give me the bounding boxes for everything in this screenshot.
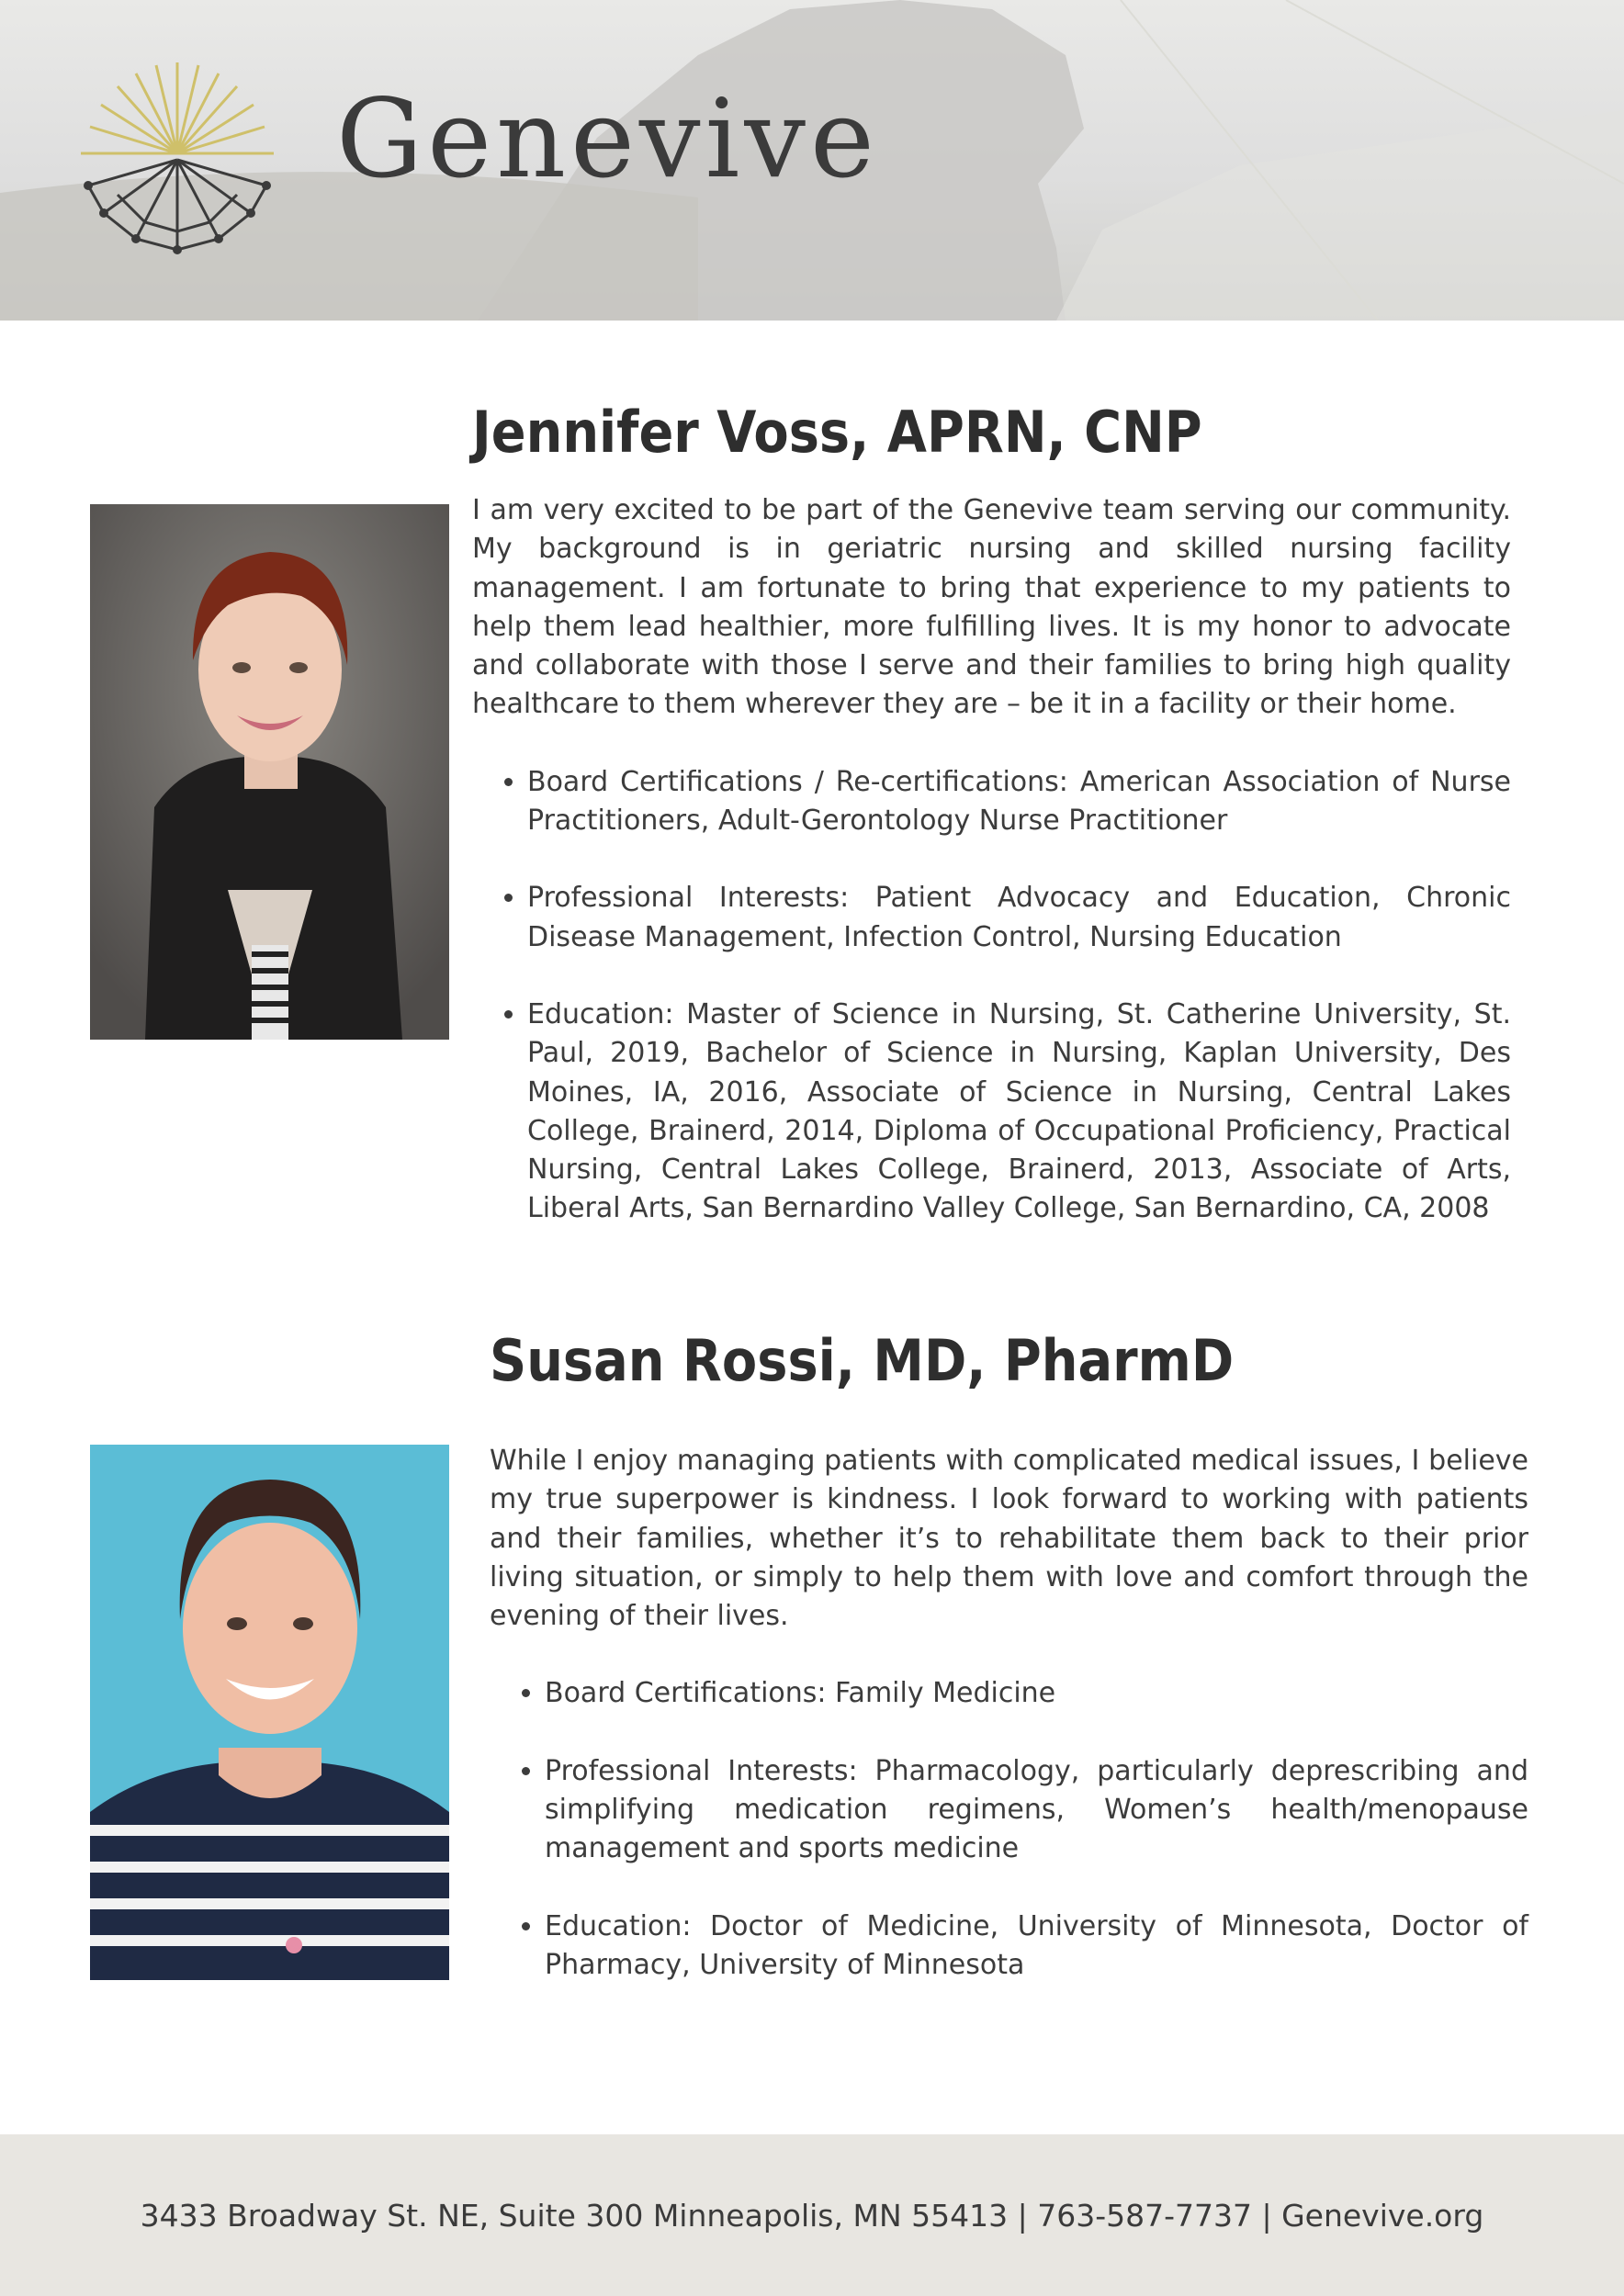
portrait-photo-icon — [90, 1445, 449, 1980]
footer-bar — [0, 2134, 1624, 2296]
list-item: • Education: Master of Science in Nursing, St. Catherine University, St. Paul, 2019, Bachelor of Science in Nursing, Kaplan University, Des Moines, IA, 2016, Associate of Science in Nursing, Central Lakes College, Brainerd, 2014, Diploma of Occupational Proficiency, Practical Nursing, Central Lakes College, Brainerd, 2013, Associate of Arts, Liberal Arts, San Bernardino Valley College, San Bernardino, CA, 2008 — [527, 996, 1511, 1229]
sunburst-network-logo-icon — [81, 57, 274, 259]
credentials-list — [472, 763, 1511, 1229]
profile-photo-susan — [90, 1445, 449, 1980]
profile-photo-jennifer — [90, 504, 449, 1040]
header-banner — [0, 0, 1624, 321]
profile-name: Jennifer Voss, APRN, CNP — [472, 399, 1202, 466]
brand-wordmark: Genevive — [336, 75, 879, 202]
list-item: • Professional Interests: Patient Advocacy and Education, Chronic Disease Management, Infection Control, Nursing Education — [527, 879, 1511, 957]
list-item: • Board Certifications: Family Medicine — [545, 1674, 1528, 1713]
profile-name: Susan Rossi, MD, PharmD — [490, 1327, 1235, 1394]
profile-bio: I am very excited to be part of the Genevive team serving our community. My background is in geriatric nursing and skilled nursing facility management. I am fortunate to bring that experience to my patients to help them lead healthier, more fulfilling lives. It is my honor to advocate and collaborate with those I serve and their families to bring high quality healthcare to them wherever they are – be it in a facility or their home. — [472, 494, 1511, 721]
list-item: • Education: Doctor of Medicine, University of Minnesota, Doctor of Pharmacy, University of Minnesota — [545, 1908, 1528, 1986]
profile-body-susan — [490, 1442, 1528, 2023]
footer-contact-text: 3433 Broadway St. NE, Suite 300 Minneapolis, MN 55413 | 763-587-7737 | Genevive.org — [140, 2197, 1484, 2234]
profile-bio: While I enjoy managing patients with complicated medical issues, I believe my true superpower is kindness. I look forward to working with patients and their families, whether it’s to rehabilitate them back to their prior living situation, or simply to help them with love and comfort through the evening of their lives. — [490, 1445, 1528, 1633]
profile-body-jennifer — [472, 491, 1511, 1267]
portrait-photo-icon — [90, 504, 449, 1040]
list-item: • Board Certifications / Re-certifications: American Association of Nurse Practitioners, Adult-Gerontology Nurse Practitioner — [527, 763, 1511, 841]
credentials-list — [490, 1674, 1528, 1985]
list-item: • Professional Interests: Pharmacology, particularly deprescribing and simplifying medication regimens, Women’s health/menopause management and sports medicine — [545, 1752, 1528, 1869]
